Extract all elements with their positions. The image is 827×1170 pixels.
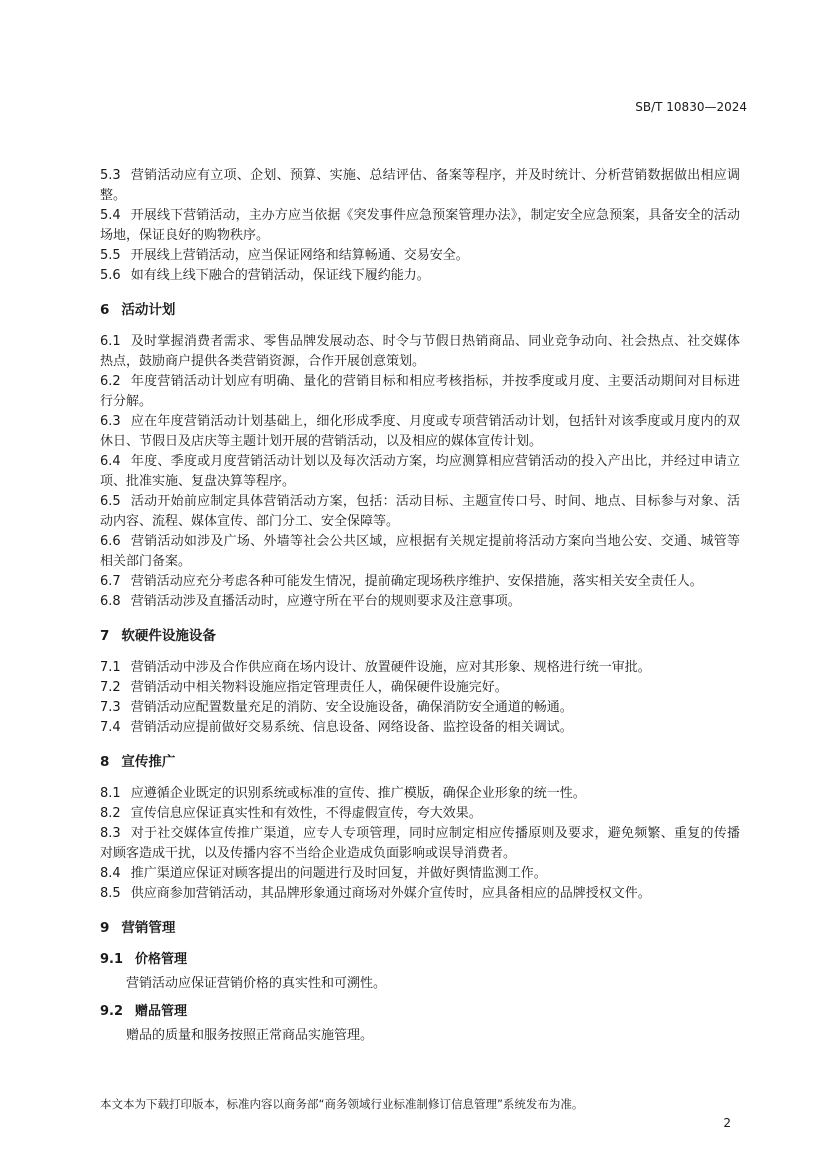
clause-6-1: 6.1 及时掌握消费者需求、零售品牌发展动态、时令与节假日热销商品、同业竞争动向、社会热点、社交媒体热点，鼓励商户提供各类营销资源，合作开展创意策划。 [100,334,740,369]
clause-8-2: 8.2 宣传信息应保证真实性和有效性，不得虚假宣传，夸大效果。 [100,806,482,821]
clause-8-5: 8.5 供应商参加营销活动，其品牌形象通过商场对外媒介宣传时，应具备相应的品牌授权文件。 [100,886,651,901]
clause-7-3: 7.3 营销活动应配置数量充足的消防、安全设施设备，确保消防安全通道的畅通。 [100,700,573,715]
section-7-heading: 7 软硬件设施设备 [100,628,216,644]
clause-5-3: 5.3 营销活动应有立项、企划、预算、实施、总结评估、备案等程序，并及时统计、分析营销数据做出相应调整。 [100,168,740,203]
section-5-list [100,166,740,286]
subsection-9-2-text: 赠品的质量和服务按照正常商品实施管理。 [126,1028,374,1043]
section-8-heading: 8 宣传推广 [100,754,176,770]
clause-8-4: 8.4 推广渠道应保证对顾客提出的问题进行及时回复，并做好舆情监测工作。 [100,866,547,881]
clause-8-3: 8.3 对于社交媒体宣传推广渠道，应专人专项管理，同时应制定相应传播原则及要求，避免频繁、重复的传播对顾客造成干扰，以及传播内容不当给企业造成负面影响或误导消费者。 [100,826,740,861]
clause-6-2: 6.2 年度营销活动计划应有明确、量化的营销目标和相应考核指标，并按季度或月度、主要活动期间对目标进行分解。 [100,374,740,409]
clause-6-6: 6.6 营销活动如涉及广场、外墙等社会公共区域，应根据有关规定提前将活动方案向当地公安、交通、城管等相关部门备案。 [100,534,740,569]
section-7-list [100,658,740,738]
section-9-heading: 9 营销管理 [100,920,176,936]
clause-5-4: 5.4 开展线下营销活动，主办方应当依据《突发事件应急预案管理办法》，制定安全应急预案，具备安全的活动场地，保证良好的购物秩序。 [100,208,740,243]
clause-7-4: 7.4 营销活动应提前做好交易系统、信息设备、网络设备、监控设备的相关调试。 [100,720,573,735]
clause-7-1: 7.1 营销活动中涉及合作供应商在场内设计、放置硬件设施，应对其形象、规格进行统一审批。 [100,660,651,675]
section-6-heading: 6 活动计划 [100,302,176,318]
clause-5-5: 5.5 开展线上营销活动，应当保证网络和结算畅通、交易安全。 [100,248,469,263]
clause-6-3: 6.3 应在年度营销活动计划基础上，细化形成季度、月度或专项营销活动计划，包括针对该季度或月度内的双休日、节假日及店庆等主题计划开展的营销活动，以及相应的媒体宣传计划。 [100,414,740,449]
clause-5-6: 5.6 如有线上线下融合的营销活动，保证线下履约能力。 [100,268,430,283]
footer-disclaimer: 本文本为下载打印版本，标准内容以商务部“商务领域行业标准制修订信息管理”系统发布为准。 [100,1097,584,1111]
subsection-9-1-heading: 9.1 价格管理 [100,952,188,967]
clause-8-1: 8.1 应遵循企业既定的识别系统或标准的宣传、推广模版，确保企业形象的统一性。 [100,786,586,801]
standard-code: SB/T 10830—2024 [635,100,747,114]
clause-6-8: 6.8 营销活动涉及直播活动时，应遵守所在平台的规则要求及注意事项。 [100,594,521,609]
section-6-list [100,332,740,612]
clause-6-5: 6.5 活动开始前应制定具体营销活动方案，包括：活动目标、主题宣传口号、时间、地点、目标参与对象、活动内容、流程、媒体宣传、部门分工、安全保障等。 [100,494,740,529]
clause-7-2: 7.2 营销活动中相关物料设施应指定管理责任人，确保硬件设施完好。 [100,680,508,695]
page-number: 2 [723,1116,731,1130]
clause-6-4: 6.4 年度、季度或月度营销活动计划以及每次活动方案，均应测算相应营销活动的投入产出比，并经过申请立项、批准实施、复盘决算等程序。 [100,454,740,489]
document-body [100,166,740,1052]
section-8-list [100,784,740,904]
clause-6-7: 6.7 营销活动应充分考虑各种可能发生情况，提前确定现场秩序维护、安保措施，落实相关安全责任人。 [100,574,703,589]
subsection-9-2-heading: 9.2 赠品管理 [100,1004,188,1019]
subsection-9-1-text: 营销活动应保证营销价格的真实性和可溯性。 [126,976,387,991]
